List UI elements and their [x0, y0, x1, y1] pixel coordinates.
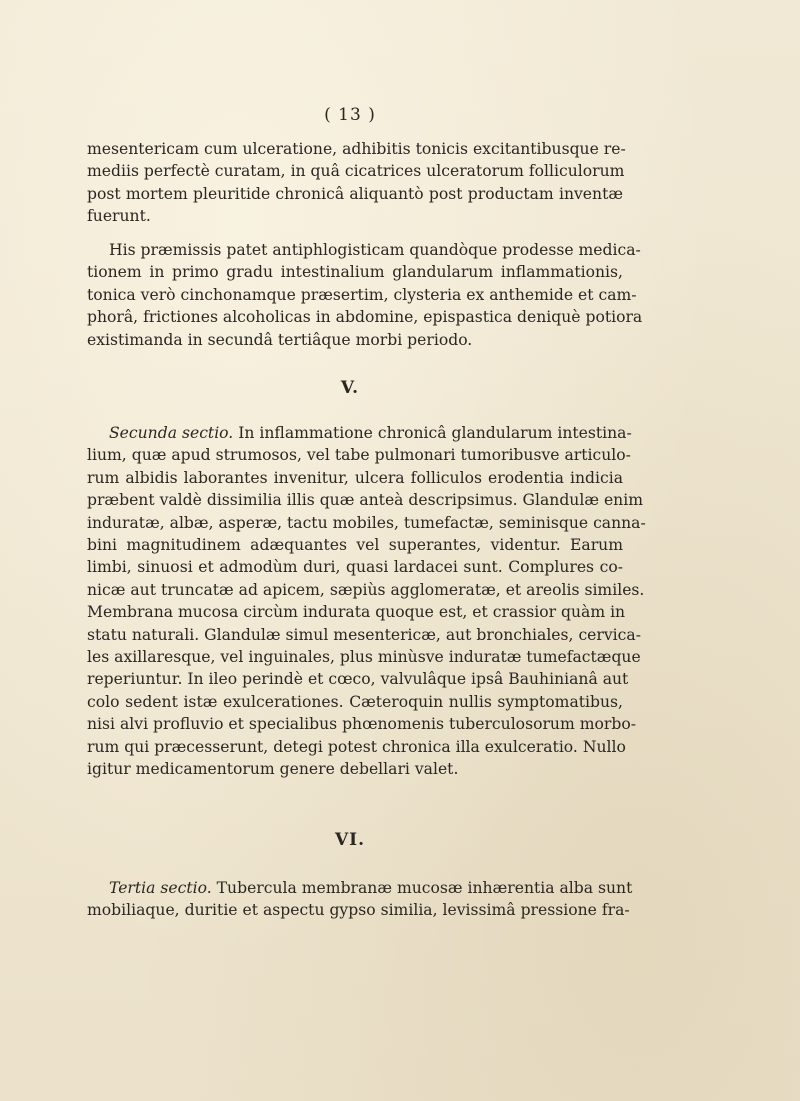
section-vi-body: [87, 877, 633, 922]
page-number: ( 13 ): [324, 105, 376, 125]
text-line: statu naturali. Glandulæ simul mesentericæ, aut bronchiales, cervica-: [87, 625, 641, 644]
text-line: tonica verò cinchonamque præsertim, clysteria ex anthemide et cam-: [87, 285, 637, 304]
text-line: les axillaresque, vel inguinales, plus minùsve induratæ tumefactæque: [87, 648, 641, 667]
text-line: rum albidis laborantes invenitur, ulcera folliculos erodentia indicia: [87, 468, 623, 487]
text-line: His præmissis patet antiphlogisticam quandòque prodesse medica-: [109, 241, 641, 259]
text-line: post mortem pleuritide chronicâ aliquantò post productam inventæ: [87, 184, 623, 203]
section-label: Secunda sectio.: [109, 424, 234, 442]
text-line: bini magnitudinem adæquantes vel superantes, videntur. Earum: [87, 536, 623, 555]
text-line: [87, 877, 633, 899]
text-line: nicæ aut truncatæ ad apicem, sæpiùs agglomeratæ, et areolis similes.: [87, 580, 645, 599]
text-line: [87, 422, 632, 444]
text-line-rest: In inflammatione chronicâ glandularum intestina-: [238, 424, 632, 442]
paragraph-conclusion: [87, 239, 643, 351]
text-line: colo sedent istæ exulcerationes. Cæteroquin nullis symptomatibus,: [87, 692, 623, 711]
text-line: fuerunt.: [87, 207, 151, 226]
text-line: rum qui præcesserunt, detegi potest chronica illa exulceratio. Nullo: [87, 737, 626, 756]
text-line: mediis perfectè curatam, in quâ cicatrices ulceratorum folliculorum: [87, 162, 625, 181]
text-line: tionem in primo gradu intestinalium glandularum inflammationis,: [87, 263, 623, 282]
text-line: Membrana mucosa circùm indurata quoque est, et crassior quàm in: [87, 603, 626, 622]
text-line: præbent valdè dissimilia illis quæ anteà descripsimus. Glandulæ enim: [87, 491, 643, 510]
text-line: phorâ, frictiones alcoholicas in abdomine, epispastica deniquè potiora: [87, 308, 643, 327]
text-line: existimanda in secundâ tertiâque morbi periodo.: [87, 330, 473, 349]
section-heading-v: V.: [340, 378, 360, 398]
section-v-body: [87, 422, 646, 781]
text-line: mesentericam cum ulceratione, adhibitis tonicis excitantibusque re-: [87, 140, 626, 158]
text-line: lium, quæ apud strumosos, vel tabe pulmonari tumoribusve articulo-: [87, 446, 631, 465]
text-line: nisi alvi profluvio et specialibus phœnomenis tuberculosorum morbo-: [87, 715, 636, 734]
section-label: Tertia sectio.: [109, 879, 212, 897]
text-line: reperiuntur. In ileo perindè et cœco, valvulâque ipsâ Bauhinianâ aut: [87, 670, 629, 689]
paragraph-continuation: [87, 138, 626, 228]
section-heading-vi: VI.: [334, 830, 366, 850]
text-line: mobiliaque, duritie et aspectu gypso similia, levissimâ pressione fra-: [87, 901, 630, 920]
text-line: induratæ, albæ, asperæ, tactu mobiles, tumefactæ, seminisque canna-: [87, 513, 646, 532]
text-line-rest: Tubercula membranæ mucosæ inhærentia alba sunt: [216, 879, 633, 897]
text-line: igitur medicamentorum genere debellari valet.: [87, 760, 459, 779]
text-line: limbi, sinuosi et admodùm duri, quasi lardacei sunt. Complures co-: [87, 558, 623, 577]
